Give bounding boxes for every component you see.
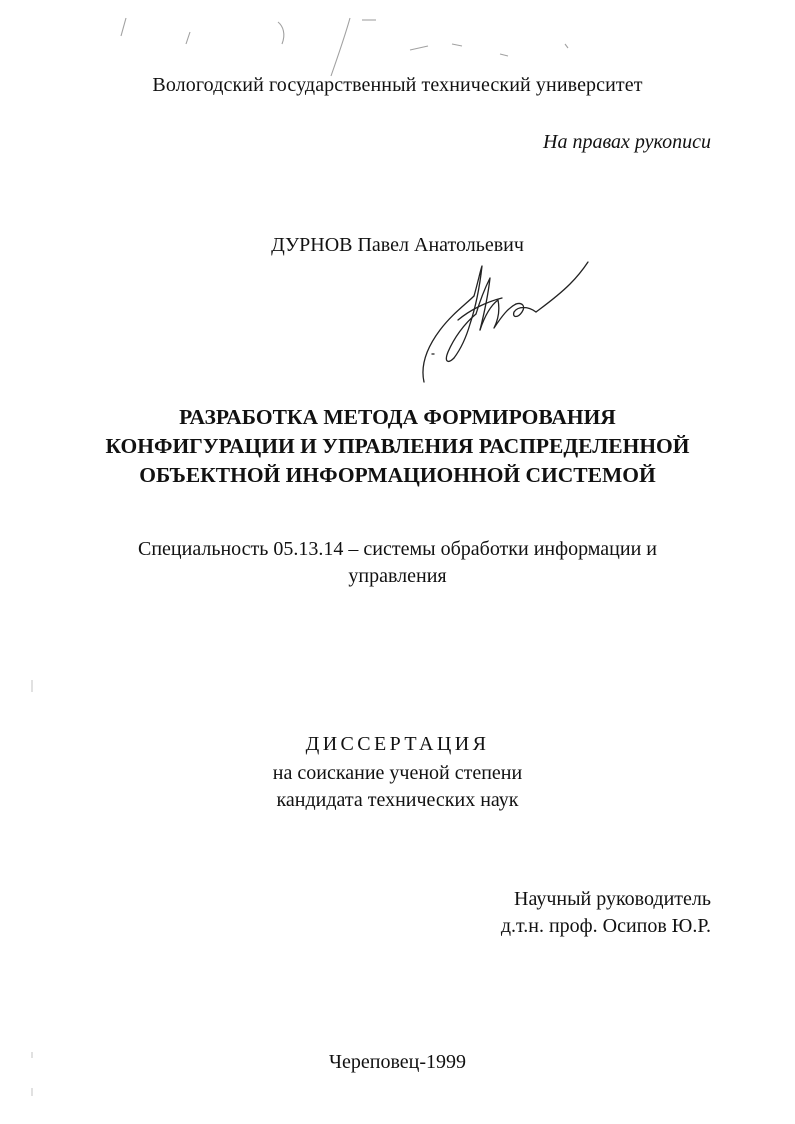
degree-description	[0, 760, 795, 814]
degree-line: на соискание ученой степени	[272, 762, 523, 784]
dissertation-heading: ДИССЕРТАЦИЯ	[305, 733, 490, 755]
dissertation-title	[0, 403, 795, 490]
scan-marks	[0, 0, 795, 80]
title-line: КОНФИГУРАЦИИ И УПРАВЛЕНИЯ РАСПРЕДЕЛЕННОЙ	[105, 434, 690, 458]
title-line: РАЗРАБОТКА МЕТОДА ФОРМИРОВАНИЯ	[179, 405, 616, 429]
speciality	[0, 536, 795, 590]
author-name: ДУРНОВ Павел Анатольевич	[271, 234, 524, 256]
manuscript-rights-note: На правах рукописи	[543, 131, 711, 153]
university-name: Вологодский государственный технический университет	[152, 74, 643, 96]
supervisor-role: Научный руководитель	[514, 888, 711, 910]
author-signature	[418, 254, 593, 389]
speciality-line: Специальность 05.13.14 – системы обработки информации и	[138, 538, 657, 560]
city-year: Череповец-1999	[328, 1051, 467, 1073]
degree-line: кандидата технических наук	[276, 789, 519, 811]
speciality-line: управления	[348, 565, 447, 587]
scan-edge-marks	[30, 680, 34, 1100]
scientific-supervisor	[501, 886, 711, 940]
title-line: ОБЪЕКТНОЙ ИНФОРМАЦИОННОЙ СИСТЕМОЙ	[139, 463, 656, 487]
supervisor-name: д.т.н. проф. Осипов Ю.Р.	[500, 915, 711, 937]
